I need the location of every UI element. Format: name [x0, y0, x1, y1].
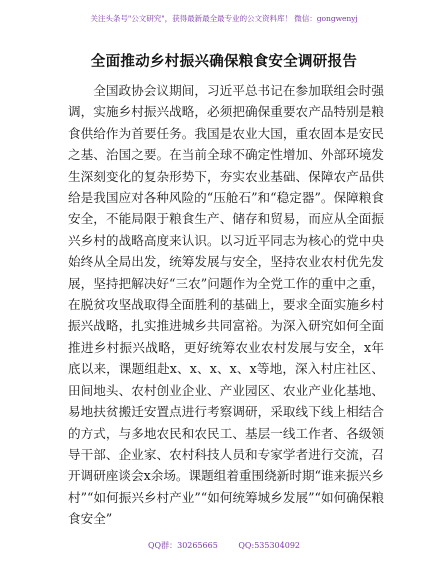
footer-contact — [0, 540, 448, 552]
footer-qq-number: QQ:535304092 — [238, 541, 300, 550]
footer-qq-group: QQ群：30265665 — [147, 541, 218, 550]
document-body — [68, 80, 384, 530]
document-title: 全面推动乡村振兴确保粮食安全调研报告 — [90, 54, 358, 70]
header-banner: 关注头条号"公文研究"，获得最新最全最专业的公文资料库！ 微信：gongwenyj — [90, 14, 358, 23]
body-paragraph: 全国政协会议期间，习近平总书记在参加联组会时强调，实施乡村振兴战略，必须把确保重要农产品特别是粮食供给作为首要任务。我国是农业大国，重农固本是安民之基、治国之要。在当前全球不确定性增加、外部环境发生深刻变化的复杂形势下，夯实农业基础、保障农产品供给是我国应对各种风险的“压舱石”和“稳定器”。保障粮食安全，不能局限于粮食生产、储存和贸易，而应从全面振兴乡村的战略高度来认识。以习近平同志为核心的党中央始终从全局出发，统筹发展与安全，坚持农业农村优先发展，坚持把解决好“三农”问题作为全党工作的重中之重，在脱贫攻坚战取得全面胜利的基础上，要求全面实施乡村振兴战略，扎实推进城乡共同富裕。为深入研究如何全面推进乡村振兴战略，更好统筹农业农村发展与安全，x年底以来，课题组赴x、x、x、x、x等地，深入村庄社区、田间地头、农村创业企业、产业园区、农业产业化基地、易地扶贫搬迁安置点进行考察调研，采取线下线上相结合的方式，与多地农民和农民工、基层一线工作者、各级领导干部、企业家、农村科技人员和专家学者进行交流，召开调研座谈会x余场。课题组着重围绕新时期“谁来振兴乡村”“如何振兴乡村产业”“如何统筹城乡发展”“如何确保粮食安全” — [68, 83, 384, 527]
